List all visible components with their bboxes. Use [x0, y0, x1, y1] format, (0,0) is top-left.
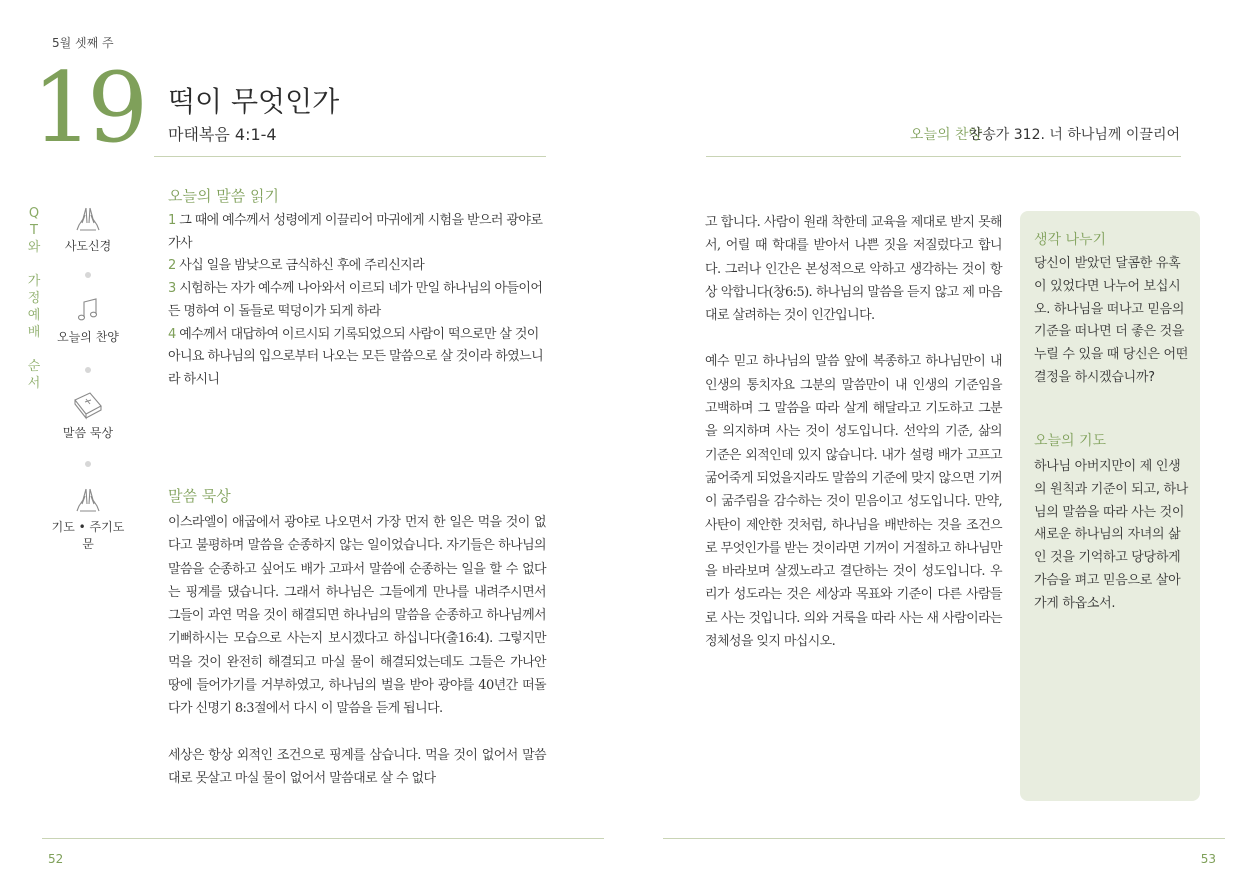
- footer-divider-left: [42, 838, 604, 839]
- sidebar-item-hymn: 오늘의 찬양: [46, 296, 130, 345]
- prayer-text: 하나님 아버지만이 제 인생의 원칙과 기준이 되고, 하나님의 말씀을 따라 사는 것이 새로운 하나님의 자녀의 삶인 것을 기억하고 당당하게 가슴을 펴고 믿음으로 살아가게 하옵소서.: [1034, 459, 1188, 611]
- hymn-label: 오늘의 찬양: [909, 127, 982, 143]
- prayer-heading: 오늘의 기도: [1034, 433, 1107, 449]
- meditation-text-left: [168, 511, 546, 813]
- page-number-left: 52: [48, 852, 64, 866]
- share-text: 당신이 받았던 달콤한 유혹이 있었다면 나누어 보십시오. 하나님을 떠나고 믿음의 기준을 떠나면 더 좋은 것을 누릴 수 있을 때 당신은 어떤 결정을 하시겠습니까?: [1034, 256, 1188, 385]
- meditation-text-right: [705, 211, 1002, 676]
- verse: 4 예수께서 대답하여 이르시되 기록되었으되 사람이 떡으로만 살 것이 아니요 하나님의 입으로부터 나오는 모든 말씀으로 살 것이라 하였느니라 하시니: [168, 326, 544, 387]
- sidebar-item-meditation: 말씀 묵상: [46, 390, 130, 441]
- verse: 3 시험하는 자가 예수께 나아와서 이르되 네가 만일 하나님의 아들이어든 명하여 이 돌들로 떡덩이가 되게 하라: [168, 281, 543, 319]
- sidebar-dot: [85, 367, 91, 373]
- bible-icon: [72, 390, 104, 420]
- day-number: 19: [32, 52, 143, 164]
- meditation-heading: 말씀 묵상: [168, 487, 231, 505]
- week-label: 5월 셋째 주: [52, 36, 114, 50]
- praying-hands-icon: [73, 205, 103, 233]
- page-number-right: 53: [1200, 852, 1216, 866]
- scripture-reference: 마태복음 4:1-4: [168, 125, 277, 144]
- header-divider-right: [706, 156, 1181, 157]
- page-title: 떡이 무엇인가: [168, 85, 340, 118]
- vertical-section-label: Q T 와 가 정 예 배 순 서: [27, 206, 41, 391]
- verse: 1 그 때에 예수께서 성령에게 이끌리어 마귀에게 시험을 받으러 광야로 가사: [168, 213, 543, 251]
- sidebar-dot: [85, 461, 91, 467]
- praying-hands-icon: [73, 486, 103, 514]
- paragraph: 이스라엘이 애굽에서 광야로 나오면서 가장 먼저 한 일은 먹을 것이 없다고 불평하며 말씀을 순종하지 않는 일이었습니다. 자기들은 하나님의 말씀을 순종하고 싶어도 배가 고파서 말씀에 순종하는 일을 할 수 없다는 핑계를 댔습니다. 그래서 하나님은 그들에게 만나를 내려주시면서 그들이 과연 먹을 것이 해결되면 하나님의 말씀을 순종하고 하나님께서 기뻐하시는 모습으로 사는지 보시겠다고 하십니다(출16:4). 그렇지만 먹을 것이 완전히 해결되고 마실 물이 해결되었는데도 그들은 가나안 땅에 들어가기를 거부하였고, 하나님의 벌을 받아 광야를 40년간 떠돌다가 신명기 8:3절에서 다시 이 말씀을 듣게 됩니다.: [168, 515, 546, 717]
- share-heading: 생각 나누기: [1034, 232, 1107, 248]
- reading-heading: 오늘의 말씀 읽기: [168, 187, 279, 205]
- verse: 2 사십 일을 밤낮으로 금식하신 후에 주리신지라: [168, 258, 425, 274]
- footer-divider-right: [663, 838, 1225, 839]
- header-divider-left: [154, 156, 546, 157]
- reflection-box: [1020, 211, 1200, 801]
- paragraph: 세상은 항상 외적인 조건으로 핑계를 삼습니다. 먹을 것이 없어서 말씀대로 못살고 마실 물이 없어서 말씀대로 살 수 없다: [168, 747, 546, 786]
- sidebar-item-creed: 사도신경: [46, 205, 130, 254]
- sidebar-item-prayer: 기도 • 주기도문: [46, 486, 130, 552]
- paragraph: 고 합니다. 사람이 원래 착한데 교육을 제대로 받지 못해서, 어릴 때 학대를 받아서 나쁜 짓을 저질렀다고 합니다. 그러나 인간은 본성적으로 악하고 생각하는 것이 항상 악합니다(창6:5). 하나님의 말씀을 듣지 않고 제 마음대로 살려하는 것이 인간입니다.: [705, 215, 1002, 324]
- verse-list: [168, 210, 548, 392]
- hymn-title: 찬송가 312. 너 하나님께 이끌리어: [968, 127, 1180, 143]
- music-note-icon: [74, 296, 102, 324]
- paragraph: 예수 믿고 하나님의 말씀 앞에 복종하고 하나님만이 내 인생의 통치자요 그분의 말씀만이 내 인생의 기준임을 고백하며 그 말씀을 따라 살게 해달라고 기도하고 그분을 의지하며 사는 것이 성도입니다. 선악의 기준, 삶의 기준은 외적인데 있지 않습니다. 내가 설령 배가 고프고 굶어죽게 되었을지라도 말씀의 기준에 맞지 않으면 기꺼이 굶주림을 감수하는 것이 믿음이고 성도입니다. 만약, 사탄이 제안한 것처럼, 하나님을 배반하는 것을 조건으로 무엇인가를 받는 것이라면 기꺼이 거절하고 하나님만을 바라보며 살겠노라고 결단하는 것이 성도입니다. 우리가 성도라는 것은 세상과 목표와 기준이 다른 사람들로 사는 것입니다. 의와 거룩을 따라 사는 새 사람이라는 정체성을 잊지 마십시오.: [705, 354, 1002, 650]
- sidebar-dot: [85, 272, 91, 278]
